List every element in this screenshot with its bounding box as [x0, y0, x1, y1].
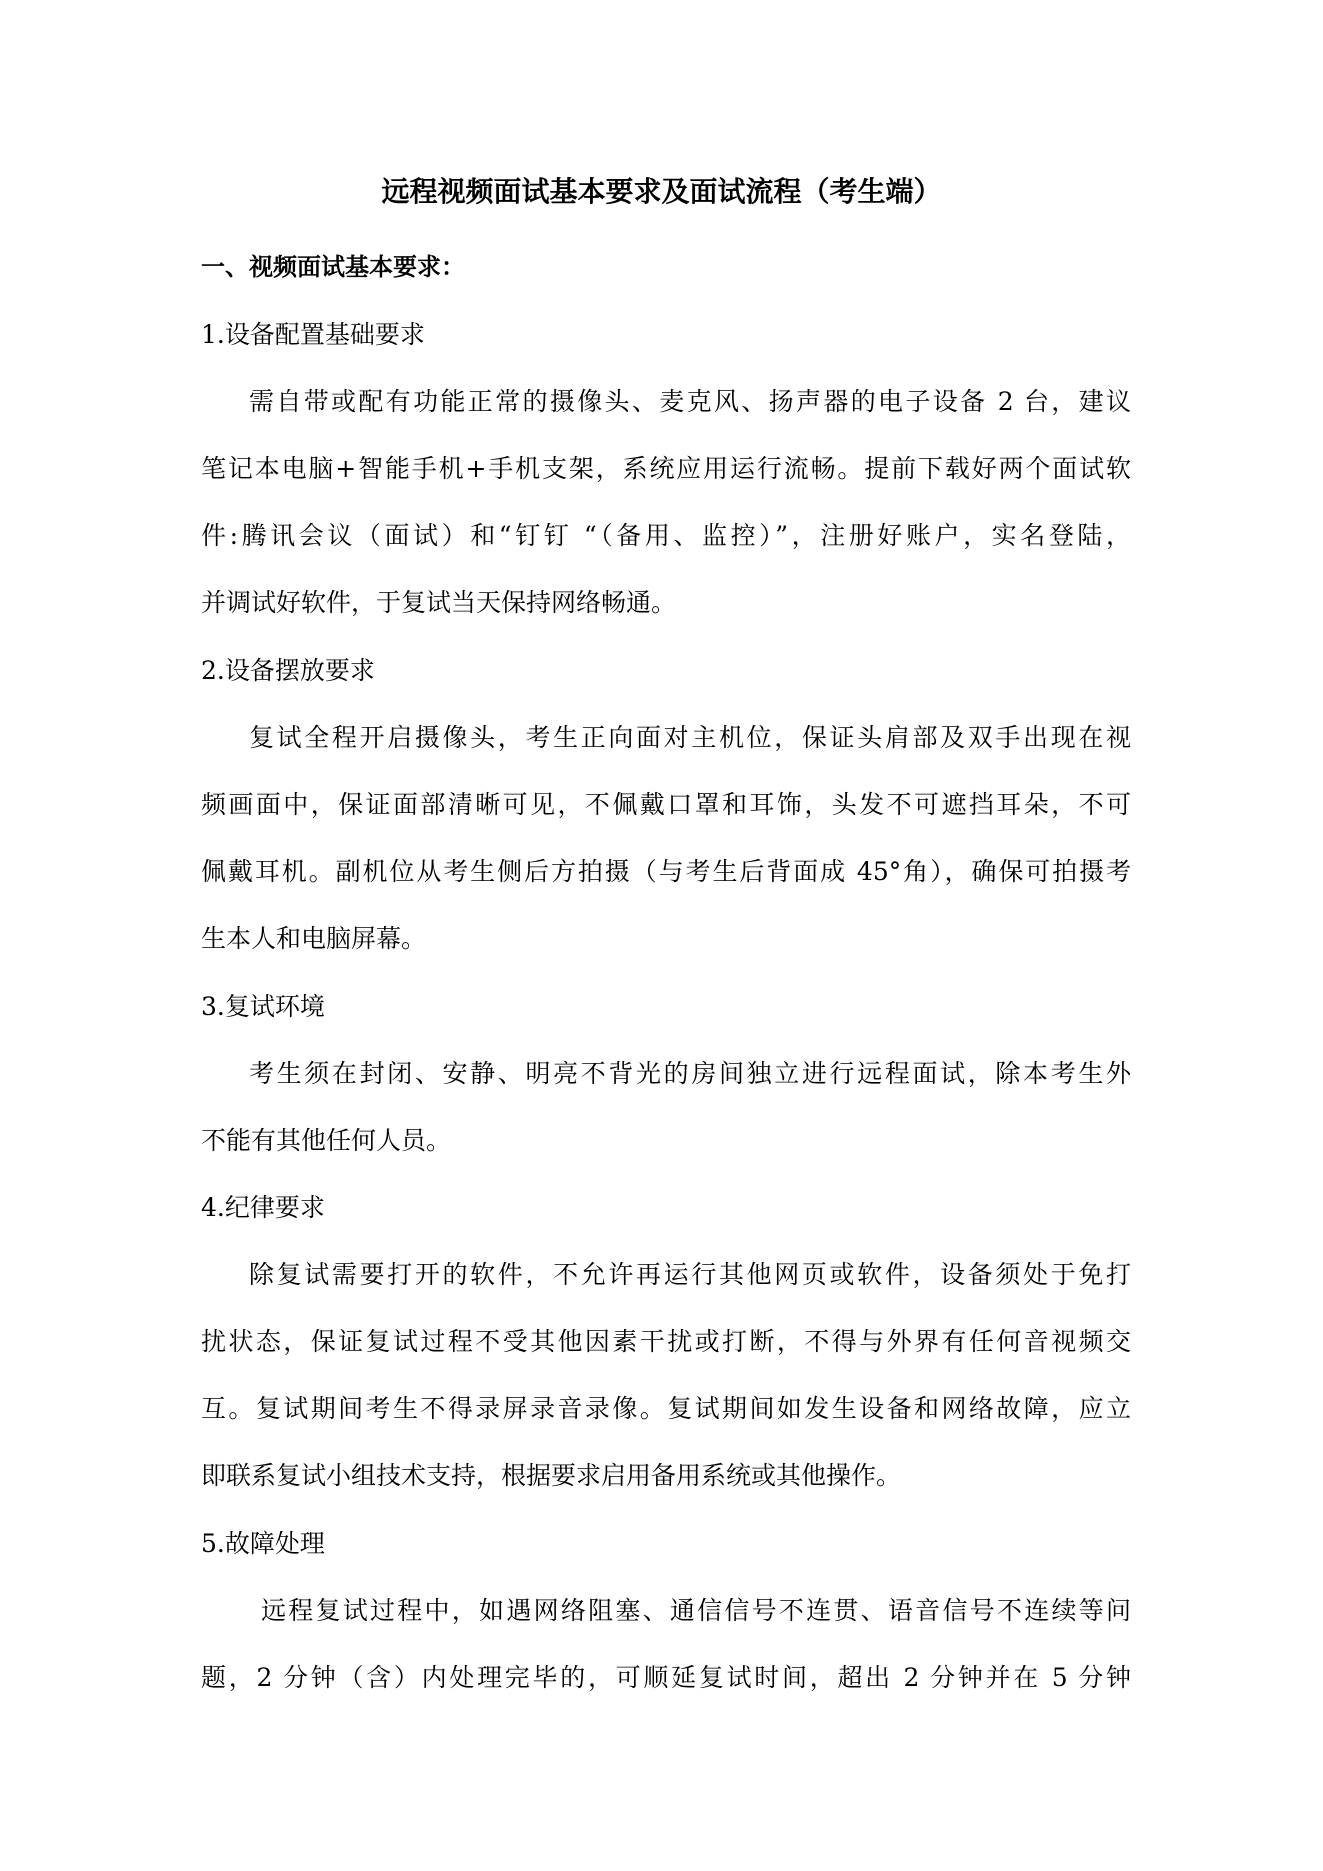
item-heading-device-placement: 2.设备摆放要求	[201, 656, 375, 685]
paragraph-line: 件:腾讯会议（面试）和“钉钉 “（备用、监控）”，注册好账户，实名登陆，	[201, 521, 1131, 550]
paragraph-line: 佩戴耳机。副机位从考生侧后方拍摄（与考生后背面成 45°角），确保可拍摄考	[201, 857, 1131, 886]
paragraph-line: 频画面中，保证面部清晰可见，不佩戴口罩和耳饰，头发不可遮挡耳朵，不可	[201, 790, 1131, 819]
section-heading-requirements: 一、视频面试基本要求：	[201, 253, 465, 281]
item-heading-environment: 3.复试环境	[201, 992, 325, 1021]
item-heading-device-config: 1.设备配置基础要求	[201, 320, 425, 349]
paragraph-line: 除复试需要打开的软件，不允许再运行其他网页或软件，设备须处于免打	[249, 1260, 1131, 1289]
paragraph-line: 生本人和电脑屏幕。	[201, 924, 427, 953]
paragraph-line: 互。复试期间考生不得录屏录音录像。复试期间如发生设备和网络故障，应立	[201, 1394, 1131, 1423]
document-title: 远程视频面试基本要求及面试流程（考生端）	[381, 175, 942, 208]
paragraph-line: 并调试好软件，于复试当天保持网络畅通。	[201, 588, 677, 617]
paragraph-line: 题，2 分钟（含）内处理完毕的，可顺延复试时间，超出 2 分钟并在 5 分钟	[201, 1663, 1131, 1692]
paragraph-line: 考生须在封闭、安静、明亮不背光的房间独立进行远程面试，除本考生外	[249, 1059, 1131, 1088]
paragraph-line: 笔记本电脑+智能手机+手机支架，系统应用运行流畅。提前下载好两个面试软	[201, 454, 1131, 483]
paragraph-line: 不能有其他任何人员。	[201, 1126, 452, 1155]
item-heading-discipline: 4.纪律要求	[201, 1193, 325, 1222]
paragraph-line: 即联系复试小组技术支持，根据要求启用备用系统或其他操作。	[201, 1461, 902, 1490]
item-heading-fault-handling: 5.故障处理	[201, 1529, 325, 1558]
paragraph-line: 复试全程开启摄像头，考生正向面对主机位，保证头肩部及双手出现在视	[249, 723, 1131, 752]
paragraph-line: 远程复试过程中，如遇网络阻塞、通信信号不连贯、语音信号不连续等问	[261, 1596, 1131, 1625]
paragraph-line: 需自带或配有功能正常的摄像头、麦克风、扬声器的电子设备 2 台，建议	[249, 387, 1131, 416]
paragraph-line: 扰状态，保证复试过程不受其他因素干扰或打断，不得与外界有任何音视频交	[201, 1327, 1131, 1356]
